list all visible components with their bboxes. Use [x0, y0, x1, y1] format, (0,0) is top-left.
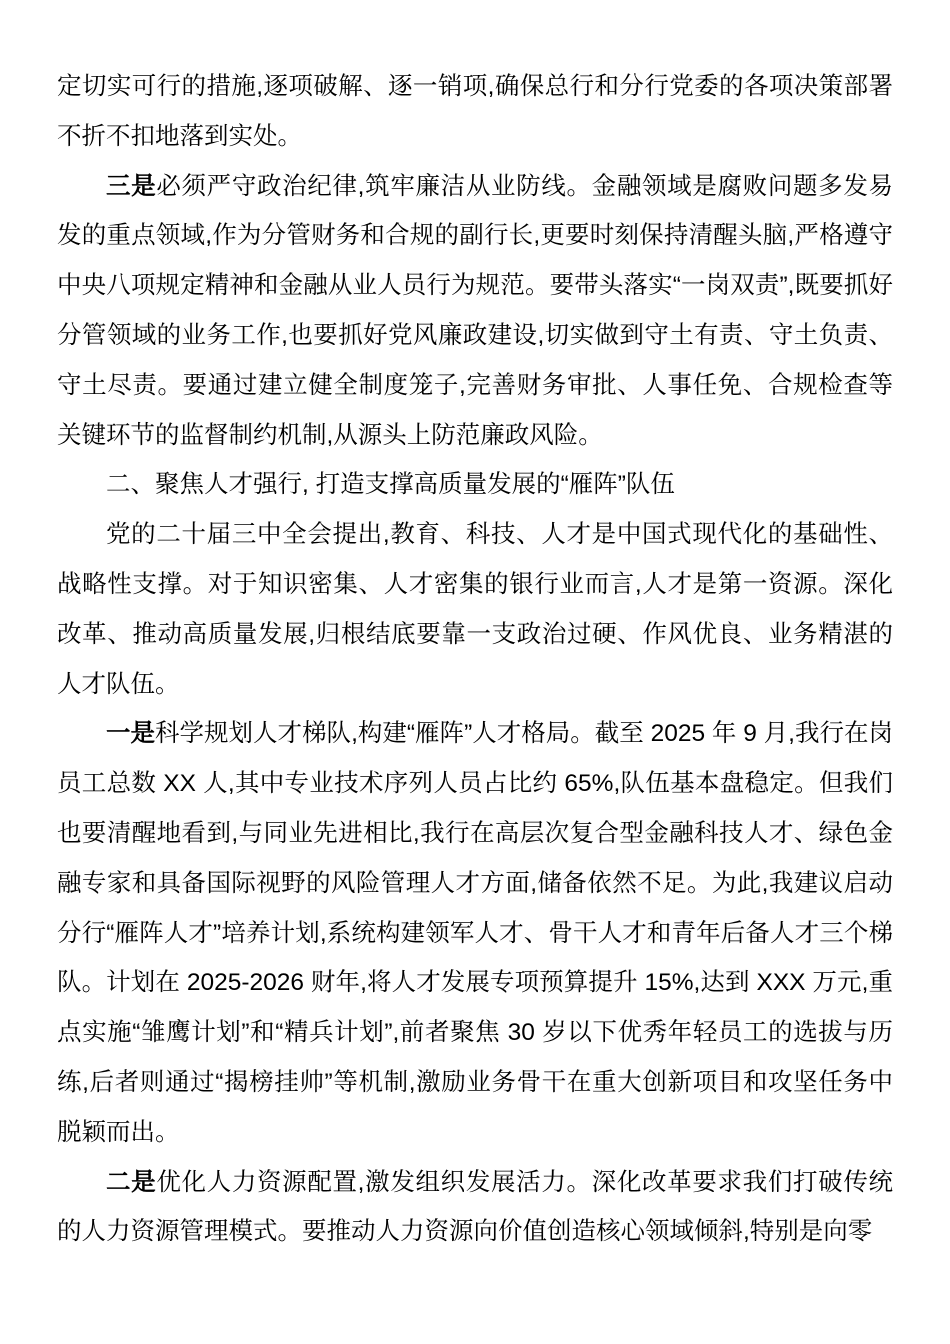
paragraph-lead-bold: 二是 — [106, 1168, 157, 1196]
paragraph-text: 党的二十届三中全会提出,教育、科技、人才是中国式现代化的基础性、战略性支撑。对于知识密集、人才密集的银行业而言,人才是第一资源。深化改革、推动高质量发展,归根结底要靠一支政治过硬、作风优良、业务精湛的人才队伍。 — [57, 521, 893, 698]
paragraph-text: 科学规划人才梯队,构建“雁阵”人才格局。截至 2025 年 9 月,我行在岗员工总数 XX 人,其中专业技术序列人员占比约 65%,队伍基本盘稳定。但我们也要清醒地看到,与同业先进相比,我行在高层次复合型金融科技人才、绿色金融专家和具备国际视野的风险管理人才方面,储备依然不足。为此,我建议启动分行“雁阵人才”培养计划,系统构建领军人才、骨干人才和青年后备人才三个梯队。计划在 2025-2026 财年,将人才发展专项预算提升 15%,达到 XXX 万元,重点实施“雏鹰计划”和“精兵计划”,前者聚焦 30 岁以下优秀年轻员工的选拔与历练,后者则通过“揭榜挂帅”等机制,激励业务骨干在重大创新项目和攻坚任务中脱颖而出。 — [57, 720, 893, 1146]
paragraph-talent-echelon-plan — [57, 709, 893, 1157]
heading-text: 二、聚焦人才强行, 打造支撑高质量发展的“雁阵”队伍 — [106, 471, 675, 499]
paragraph-lead-bold: 一是 — [106, 720, 156, 748]
paragraph-text: 优化人力资源配置,激发组织发展活力。深化改革要求我们打破传统的人力资源管理模式。要推动人力资源向价值创造核心领域倾斜,特别是向零 — [57, 1168, 894, 1246]
section-heading-talent — [57, 460, 893, 510]
paragraph-text: 定切实可行的措施,逐项破解、逐一销项,确保总行和分行党委的各项决策部署不折不扣地落到实处。 — [57, 73, 893, 150]
paragraph-political-discipline — [57, 162, 893, 461]
paragraph-text: 必须严守政治纪律,筑牢廉洁从业防线。金融领域是腐败问题多发易发的重点领域,作为分管财务和合规的副行长,更要时刻保持清醒头脑,严格遵守中央八项规定精神和金融从业人员行为规范。要带头落实“一岗双责”,既要抓好分管领域的业务工作,也要抓好党风廉政建设,切实做到守土有责、守土负责、守土尽责。要通过建立健全制度笼子,完善财务审批、人事任免、合规检查等关键环节的监督制约机制,从源头上防范廉政风险。 — [57, 172, 894, 449]
paragraph-lead-bold: 三是 — [106, 172, 157, 200]
paragraph-continuation — [57, 62, 893, 162]
paragraph-talent-importance — [57, 510, 893, 709]
paragraph-hr-optimization — [57, 1158, 893, 1258]
